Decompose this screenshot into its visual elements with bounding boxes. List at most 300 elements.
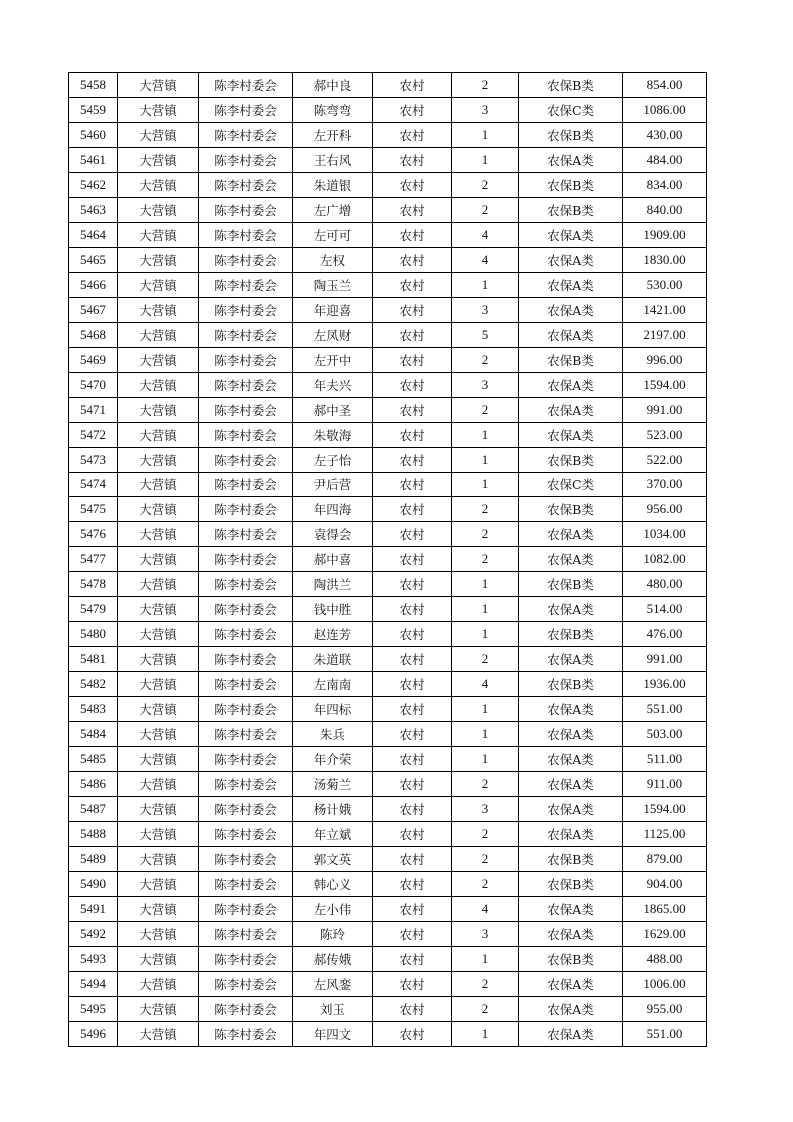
insurance-category-cell: 农保A类 — [519, 747, 623, 772]
row-number-cell: 5496 — [69, 1021, 118, 1046]
insurance-category-cell: 农保A类 — [519, 422, 623, 447]
village-committee-cell: 陈李村委会 — [199, 772, 293, 797]
household-type-cell: 农村 — [373, 147, 452, 172]
family-size-cell: 4 — [452, 222, 519, 247]
row-number-cell: 5471 — [69, 397, 118, 422]
table-row — [69, 1021, 707, 1046]
table-body — [69, 73, 707, 1047]
amount-cell: 1086.00 — [623, 97, 707, 122]
amount-cell: 522.00 — [623, 447, 707, 472]
family-size-cell: 1 — [452, 472, 519, 497]
table-row — [69, 497, 707, 522]
town-cell: 大营镇 — [118, 1021, 199, 1046]
data-table — [68, 72, 707, 1047]
village-committee-cell: 陈李村委会 — [199, 597, 293, 622]
family-size-cell: 1 — [452, 122, 519, 147]
insurance-category-cell: 农保A类 — [519, 647, 623, 672]
town-cell: 大营镇 — [118, 322, 199, 347]
row-number-cell: 5494 — [69, 971, 118, 996]
table-row — [69, 222, 707, 247]
village-committee-cell: 陈李村委会 — [199, 921, 293, 946]
row-number-cell: 5466 — [69, 272, 118, 297]
town-cell: 大营镇 — [118, 946, 199, 971]
person-name-cell: 郝中圣 — [293, 397, 373, 422]
table-row — [69, 622, 707, 647]
village-committee-cell: 陈李村委会 — [199, 547, 293, 572]
row-number-cell: 5490 — [69, 872, 118, 897]
town-cell: 大营镇 — [118, 497, 199, 522]
insurance-category-cell: 农保A类 — [519, 147, 623, 172]
row-number-cell: 5472 — [69, 422, 118, 447]
row-number-cell: 5481 — [69, 647, 118, 672]
town-cell: 大营镇 — [118, 822, 199, 847]
row-number-cell: 5491 — [69, 896, 118, 921]
person-name-cell: 左开中 — [293, 347, 373, 372]
village-committee-cell: 陈李村委会 — [199, 322, 293, 347]
insurance-category-cell: 农保A类 — [519, 996, 623, 1021]
village-committee-cell: 陈李村委会 — [199, 147, 293, 172]
table-row — [69, 397, 707, 422]
town-cell: 大营镇 — [118, 247, 199, 272]
person-name-cell: 王右风 — [293, 147, 373, 172]
insurance-category-cell: 农保A类 — [519, 971, 623, 996]
household-type-cell: 农村 — [373, 547, 452, 572]
amount-cell: 996.00 — [623, 347, 707, 372]
amount-cell: 514.00 — [623, 597, 707, 622]
village-committee-cell: 陈李村委会 — [199, 122, 293, 147]
row-number-cell: 5485 — [69, 747, 118, 772]
family-size-cell: 1 — [452, 272, 519, 297]
amount-cell: 370.00 — [623, 472, 707, 497]
amount-cell: 551.00 — [623, 697, 707, 722]
amount-cell: 1909.00 — [623, 222, 707, 247]
row-number-cell: 5486 — [69, 772, 118, 797]
insurance-category-cell: 农保B类 — [519, 497, 623, 522]
person-name-cell: 陈弯弯 — [293, 97, 373, 122]
household-type-cell: 农村 — [373, 622, 452, 647]
insurance-category-cell: 农保A类 — [519, 921, 623, 946]
family-size-cell: 4 — [452, 896, 519, 921]
village-committee-cell: 陈李村委会 — [199, 996, 293, 1021]
table-row — [69, 547, 707, 572]
family-size-cell: 5 — [452, 322, 519, 347]
table-row — [69, 73, 707, 98]
town-cell: 大营镇 — [118, 722, 199, 747]
household-type-cell: 农村 — [373, 847, 452, 872]
family-size-cell: 3 — [452, 297, 519, 322]
family-size-cell: 1 — [452, 447, 519, 472]
town-cell: 大营镇 — [118, 347, 199, 372]
insurance-category-cell: 农保A类 — [519, 247, 623, 272]
insurance-category-cell: 农保C类 — [519, 97, 623, 122]
household-type-cell: 农村 — [373, 73, 452, 98]
row-number-cell: 5488 — [69, 822, 118, 847]
amount-cell: 1082.00 — [623, 547, 707, 572]
amount-cell: 430.00 — [623, 122, 707, 147]
amount-cell: 1865.00 — [623, 896, 707, 921]
amount-cell: 1006.00 — [623, 971, 707, 996]
town-cell: 大营镇 — [118, 896, 199, 921]
village-committee-cell: 陈李村委会 — [199, 247, 293, 272]
village-committee-cell: 陈李村委会 — [199, 297, 293, 322]
family-size-cell: 3 — [452, 372, 519, 397]
insurance-category-cell: 农保B类 — [519, 572, 623, 597]
household-type-cell: 农村 — [373, 946, 452, 971]
town-cell: 大营镇 — [118, 73, 199, 98]
insurance-category-cell: 农保A类 — [519, 322, 623, 347]
insurance-category-cell: 农保A类 — [519, 522, 623, 547]
household-type-cell: 农村 — [373, 572, 452, 597]
family-size-cell: 4 — [452, 672, 519, 697]
household-type-cell: 农村 — [373, 647, 452, 672]
insurance-category-cell: 农保B类 — [519, 347, 623, 372]
family-size-cell: 2 — [452, 647, 519, 672]
family-size-cell: 2 — [452, 73, 519, 98]
person-name-cell: 年介荣 — [293, 747, 373, 772]
row-number-cell: 5484 — [69, 722, 118, 747]
person-name-cell: 年夫兴 — [293, 372, 373, 397]
row-number-cell: 5482 — [69, 672, 118, 697]
person-name-cell: 陈玲 — [293, 921, 373, 946]
table-row — [69, 946, 707, 971]
village-committee-cell: 陈李村委会 — [199, 946, 293, 971]
town-cell: 大营镇 — [118, 872, 199, 897]
family-size-cell: 2 — [452, 172, 519, 197]
person-name-cell: 年四标 — [293, 697, 373, 722]
table-row — [69, 322, 707, 347]
town-cell: 大营镇 — [118, 297, 199, 322]
household-type-cell: 农村 — [373, 397, 452, 422]
village-committee-cell: 陈李村委会 — [199, 747, 293, 772]
household-type-cell: 农村 — [373, 672, 452, 697]
household-type-cell: 农村 — [373, 896, 452, 921]
town-cell: 大营镇 — [118, 447, 199, 472]
row-number-cell: 5462 — [69, 172, 118, 197]
person-name-cell: 陶玉兰 — [293, 272, 373, 297]
village-committee-cell: 陈李村委会 — [199, 447, 293, 472]
household-type-cell: 农村 — [373, 996, 452, 1021]
table-row — [69, 347, 707, 372]
family-size-cell: 2 — [452, 971, 519, 996]
family-size-cell: 1 — [452, 147, 519, 172]
row-number-cell: 5467 — [69, 297, 118, 322]
family-size-cell: 1 — [452, 597, 519, 622]
household-type-cell: 农村 — [373, 422, 452, 447]
family-size-cell: 4 — [452, 247, 519, 272]
table-row — [69, 872, 707, 897]
row-number-cell: 5465 — [69, 247, 118, 272]
table-row — [69, 797, 707, 822]
village-committee-cell: 陈李村委会 — [199, 522, 293, 547]
table-row — [69, 472, 707, 497]
person-name-cell: 左小伟 — [293, 896, 373, 921]
insurance-category-cell: 农保B类 — [519, 946, 623, 971]
insurance-category-cell: 农保A类 — [519, 397, 623, 422]
person-name-cell: 左风銮 — [293, 971, 373, 996]
village-committee-cell: 陈李村委会 — [199, 172, 293, 197]
household-type-cell: 农村 — [373, 172, 452, 197]
insurance-category-cell: 农保B类 — [519, 172, 623, 197]
household-type-cell: 农村 — [373, 747, 452, 772]
village-committee-cell: 陈李村委会 — [199, 722, 293, 747]
insurance-category-cell: 农保A类 — [519, 896, 623, 921]
town-cell: 大营镇 — [118, 472, 199, 497]
table-row — [69, 297, 707, 322]
table-row — [69, 572, 707, 597]
household-type-cell: 农村 — [373, 597, 452, 622]
amount-cell: 1629.00 — [623, 921, 707, 946]
town-cell: 大营镇 — [118, 797, 199, 822]
household-type-cell: 农村 — [373, 772, 452, 797]
town-cell: 大营镇 — [118, 222, 199, 247]
household-type-cell: 农村 — [373, 197, 452, 222]
insurance-category-cell: 农保C类 — [519, 472, 623, 497]
row-number-cell: 5476 — [69, 522, 118, 547]
row-number-cell: 5459 — [69, 97, 118, 122]
town-cell: 大营镇 — [118, 372, 199, 397]
table-row — [69, 722, 707, 747]
person-name-cell: 年四海 — [293, 497, 373, 522]
person-name-cell: 赵连芳 — [293, 622, 373, 647]
insurance-category-cell: 农保A类 — [519, 297, 623, 322]
family-size-cell: 2 — [452, 197, 519, 222]
table-row — [69, 822, 707, 847]
person-name-cell: 年四文 — [293, 1021, 373, 1046]
town-cell: 大营镇 — [118, 622, 199, 647]
amount-cell: 834.00 — [623, 172, 707, 197]
town-cell: 大营镇 — [118, 672, 199, 697]
person-name-cell: 刘玉 — [293, 996, 373, 1021]
town-cell: 大营镇 — [118, 422, 199, 447]
insurance-category-cell: 农保B类 — [519, 622, 623, 647]
insurance-category-cell: 农保A类 — [519, 772, 623, 797]
amount-cell: 904.00 — [623, 872, 707, 897]
amount-cell: 530.00 — [623, 272, 707, 297]
insurance-category-cell: 农保A类 — [519, 272, 623, 297]
amount-cell: 503.00 — [623, 722, 707, 747]
village-committee-cell: 陈李村委会 — [199, 397, 293, 422]
row-number-cell: 5473 — [69, 447, 118, 472]
insurance-category-cell: 农保A类 — [519, 222, 623, 247]
family-size-cell: 2 — [452, 497, 519, 522]
person-name-cell: 杨计娥 — [293, 797, 373, 822]
person-name-cell: 钱中胜 — [293, 597, 373, 622]
row-number-cell: 5495 — [69, 996, 118, 1021]
table-row — [69, 147, 707, 172]
village-committee-cell: 陈李村委会 — [199, 422, 293, 447]
amount-cell: 480.00 — [623, 572, 707, 597]
table-row — [69, 422, 707, 447]
person-name-cell: 朱兵 — [293, 722, 373, 747]
amount-cell: 991.00 — [623, 397, 707, 422]
insurance-category-cell: 农保A类 — [519, 797, 623, 822]
person-name-cell: 郝中喜 — [293, 547, 373, 572]
amount-cell: 476.00 — [623, 622, 707, 647]
table-row — [69, 896, 707, 921]
row-number-cell: 5474 — [69, 472, 118, 497]
row-number-cell: 5477 — [69, 547, 118, 572]
family-size-cell: 1 — [452, 572, 519, 597]
table-row — [69, 647, 707, 672]
village-committee-cell: 陈李村委会 — [199, 971, 293, 996]
household-type-cell: 农村 — [373, 497, 452, 522]
person-name-cell: 尹后营 — [293, 472, 373, 497]
table-row — [69, 97, 707, 122]
family-size-cell: 2 — [452, 547, 519, 572]
insurance-category-cell: 农保B类 — [519, 122, 623, 147]
insurance-category-cell: 农保A类 — [519, 722, 623, 747]
insurance-category-cell: 农保A类 — [519, 822, 623, 847]
village-committee-cell: 陈李村委会 — [199, 497, 293, 522]
village-committee-cell: 陈李村委会 — [199, 572, 293, 597]
amount-cell: 1594.00 — [623, 372, 707, 397]
amount-cell: 523.00 — [623, 422, 707, 447]
amount-cell: 1034.00 — [623, 522, 707, 547]
household-type-cell: 农村 — [373, 222, 452, 247]
household-type-cell: 农村 — [373, 347, 452, 372]
household-type-cell: 农村 — [373, 971, 452, 996]
person-name-cell: 郭文英 — [293, 847, 373, 872]
amount-cell: 956.00 — [623, 497, 707, 522]
person-name-cell: 左可可 — [293, 222, 373, 247]
amount-cell: 879.00 — [623, 847, 707, 872]
family-size-cell: 2 — [452, 347, 519, 372]
person-name-cell: 郝中良 — [293, 73, 373, 98]
village-committee-cell: 陈李村委会 — [199, 472, 293, 497]
row-number-cell: 5479 — [69, 597, 118, 622]
town-cell: 大营镇 — [118, 597, 199, 622]
village-committee-cell: 陈李村委会 — [199, 647, 293, 672]
table-row — [69, 847, 707, 872]
insurance-category-cell: 农保A类 — [519, 547, 623, 572]
person-name-cell: 左子怡 — [293, 447, 373, 472]
table-row — [69, 197, 707, 222]
insurance-category-cell: 农保B类 — [519, 447, 623, 472]
person-name-cell: 朱道联 — [293, 647, 373, 672]
village-committee-cell: 陈李村委会 — [199, 797, 293, 822]
row-number-cell: 5483 — [69, 697, 118, 722]
town-cell: 大营镇 — [118, 647, 199, 672]
amount-cell: 955.00 — [623, 996, 707, 1021]
family-size-cell: 1 — [452, 622, 519, 647]
insurance-category-cell: 农保B类 — [519, 872, 623, 897]
town-cell: 大营镇 — [118, 97, 199, 122]
town-cell: 大营镇 — [118, 272, 199, 297]
village-committee-cell: 陈李村委会 — [199, 197, 293, 222]
village-committee-cell: 陈李村委会 — [199, 896, 293, 921]
town-cell: 大营镇 — [118, 847, 199, 872]
household-type-cell: 农村 — [373, 1021, 452, 1046]
town-cell: 大营镇 — [118, 147, 199, 172]
table-row — [69, 247, 707, 272]
family-size-cell: 1 — [452, 1021, 519, 1046]
household-type-cell: 农村 — [373, 247, 452, 272]
table-row — [69, 672, 707, 697]
table-row — [69, 122, 707, 147]
amount-cell: 1421.00 — [623, 297, 707, 322]
household-type-cell: 农村 — [373, 797, 452, 822]
town-cell: 大营镇 — [118, 397, 199, 422]
amount-cell: 511.00 — [623, 747, 707, 772]
family-size-cell: 1 — [452, 422, 519, 447]
row-number-cell: 5470 — [69, 372, 118, 397]
insurance-category-cell: 农保B类 — [519, 847, 623, 872]
household-type-cell: 农村 — [373, 921, 452, 946]
amount-cell: 488.00 — [623, 946, 707, 971]
row-number-cell: 5478 — [69, 572, 118, 597]
village-committee-cell: 陈李村委会 — [199, 822, 293, 847]
town-cell: 大营镇 — [118, 971, 199, 996]
insurance-category-cell: 农保B类 — [519, 197, 623, 222]
town-cell: 大营镇 — [118, 921, 199, 946]
amount-cell: 854.00 — [623, 73, 707, 98]
row-number-cell: 5460 — [69, 122, 118, 147]
table-row — [69, 372, 707, 397]
amount-cell: 484.00 — [623, 147, 707, 172]
household-type-cell: 农村 — [373, 697, 452, 722]
town-cell: 大营镇 — [118, 572, 199, 597]
person-name-cell: 左权 — [293, 247, 373, 272]
person-name-cell: 左南南 — [293, 672, 373, 697]
town-cell: 大营镇 — [118, 747, 199, 772]
village-committee-cell: 陈李村委会 — [199, 697, 293, 722]
row-number-cell: 5492 — [69, 921, 118, 946]
person-name-cell: 朱敬海 — [293, 422, 373, 447]
amount-cell: 1830.00 — [623, 247, 707, 272]
town-cell: 大营镇 — [118, 172, 199, 197]
amount-cell: 2197.00 — [623, 322, 707, 347]
table-row — [69, 996, 707, 1021]
person-name-cell: 汤菊兰 — [293, 772, 373, 797]
household-type-cell: 农村 — [373, 97, 452, 122]
family-size-cell: 2 — [452, 872, 519, 897]
household-type-cell: 农村 — [373, 722, 452, 747]
person-name-cell: 朱道银 — [293, 172, 373, 197]
insurance-category-cell: 农保B类 — [519, 672, 623, 697]
family-size-cell: 3 — [452, 797, 519, 822]
town-cell: 大营镇 — [118, 197, 199, 222]
insurance-category-cell: 农保A类 — [519, 597, 623, 622]
amount-cell: 991.00 — [623, 647, 707, 672]
table-row — [69, 447, 707, 472]
town-cell: 大营镇 — [118, 547, 199, 572]
household-type-cell: 农村 — [373, 297, 452, 322]
family-size-cell: 3 — [452, 97, 519, 122]
row-number-cell: 5469 — [69, 347, 118, 372]
person-name-cell: 郝传娥 — [293, 946, 373, 971]
amount-cell: 1125.00 — [623, 822, 707, 847]
table-row — [69, 697, 707, 722]
town-cell: 大营镇 — [118, 996, 199, 1021]
insurance-category-cell: 农保A类 — [519, 1021, 623, 1046]
row-number-cell: 5463 — [69, 197, 118, 222]
table-row — [69, 272, 707, 297]
person-name-cell: 左凤财 — [293, 322, 373, 347]
household-type-cell: 农村 — [373, 122, 452, 147]
table-row — [69, 772, 707, 797]
row-number-cell: 5461 — [69, 147, 118, 172]
table-row — [69, 597, 707, 622]
village-committee-cell: 陈李村委会 — [199, 97, 293, 122]
person-name-cell: 左广增 — [293, 197, 373, 222]
town-cell: 大营镇 — [118, 522, 199, 547]
household-type-cell: 农村 — [373, 872, 452, 897]
row-number-cell: 5468 — [69, 322, 118, 347]
household-type-cell: 农村 — [373, 272, 452, 297]
village-committee-cell: 陈李村委会 — [199, 622, 293, 647]
household-type-cell: 农村 — [373, 822, 452, 847]
family-size-cell: 3 — [452, 921, 519, 946]
